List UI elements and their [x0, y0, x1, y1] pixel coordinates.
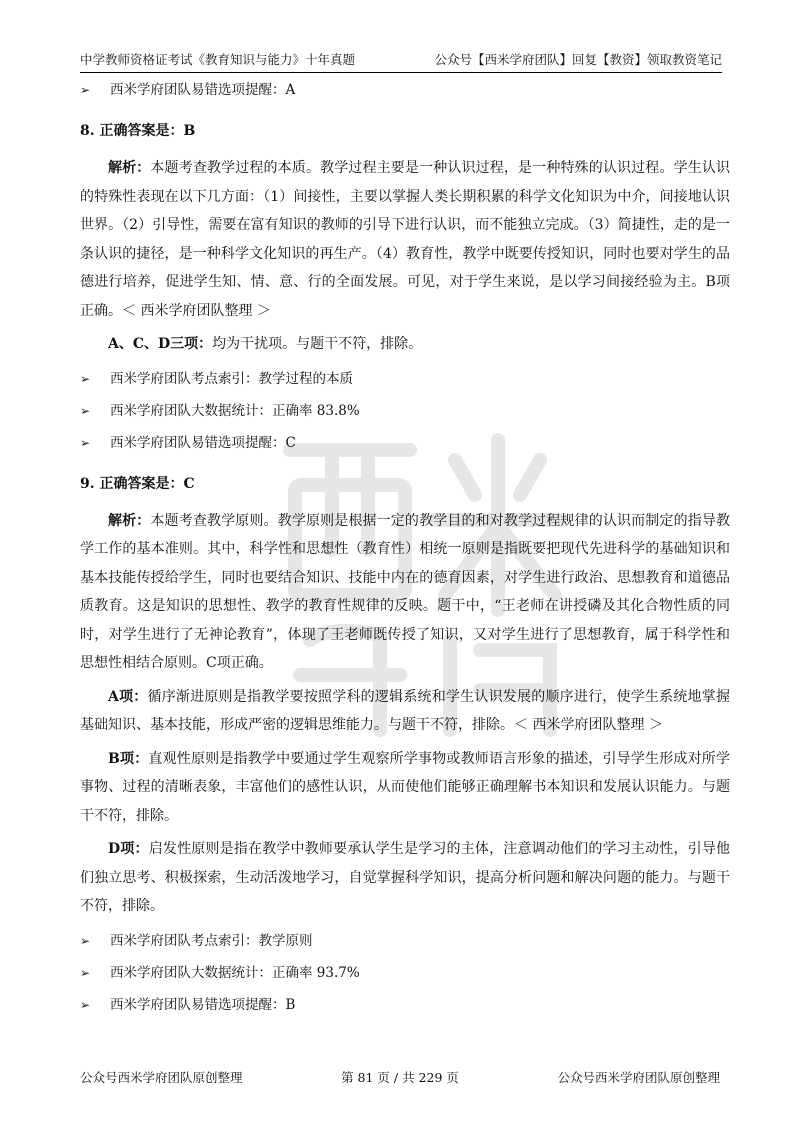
q9-index-bullet [80, 931, 730, 951]
arrow-bullet-icon: ➢ [80, 371, 91, 386]
q8-index-bullet [80, 369, 730, 389]
q8-others-text: 均为干扰项。与题干不符，排除。 [212, 336, 423, 352]
page-footer [80, 1068, 720, 1088]
footer-right-text: 公众号西米学府团队原创整理 [557, 1070, 720, 1085]
q9-stats-bullet [80, 963, 730, 983]
q9-option-d [80, 835, 730, 921]
arrow-bullet-icon: ➢ [80, 997, 91, 1012]
q9-option-d-text: 启发性原则是指在教学中教师要承认学生是学习的主体，注意调动他们的学习主动性，引导他们独立思考、积极探索，生动活泼地学习，自觉掌握科学知识，提高分析问题和解决问题的能力。与题干不符，排除。 [80, 841, 731, 914]
arrow-bullet-icon: ➢ [80, 83, 91, 97]
q8-tip-bullet [80, 433, 730, 453]
q8-analysis-text: 本题考查教学过程的本质。教学过程主要是一种认识过程，是一种特殊的认识过程。学生认识的特殊性表现在以下几方面：（1）间接性，主要以掌握人类长期积累的科学文化知识为中介，间接地认识世界。（2）引导性，需要在富有知识的教师的引导下进行认识，而不能独立完成。（3）简捷性，走的是一条认识的捷径，是一种科学文化知识的再生产。（4）教育性，教学中既要传授知识，同时也要对学生的品德进行培养，促进学生知、情、意、行的全面发展。可见，对于学生来说，是以学习间接经验为主。B项正确。＜ 西米学府团队整理 ＞ [80, 160, 731, 319]
page-header [80, 44, 722, 73]
arrow-bullet-icon: ➢ [80, 403, 91, 418]
q8-answer-heading: 8. 正确答案是：B [80, 123, 196, 139]
q9-analysis [80, 507, 730, 678]
q8-others-label: A、C、D三项： [108, 336, 213, 352]
main-content [80, 80, 730, 1027]
q9-option-b [80, 745, 730, 831]
q9-analysis-text: 本题考查教学原则。教学原则是根据一定的教学目的和对教学过程规律的认识而制定的指导教学工作的基本准则。其中，科学性和思想性（教育性）相统一原则是指既要把现代先进科学的基础知识和基本技能传授给学生，同时也要结合知识、技能中内在的德育因素，对学生进行政治、思想教育和道德品质教育。这是知识的思想性、教学的教育性规律的反映。题干中，“王老师在讲授磷及其化合物性质的同时，对学生进行了无神论教育”，体现了王老师既传授了知识，又对学生进行了思想教育，属于科学性和思想性相结合原则。C项正确。 [80, 512, 731, 671]
bullet-text: 西米学府团队大数据统计：正确率 93.7% [110, 964, 360, 981]
q9-option-b-text: 直观性原则是指教学中要通过学生观察所学事物或教师语言形象的描述，引导学生形成对所学事物、过程的清晰表象，丰富他们的感性认识，从而使他们能够正确理解书本知识和发展认识能力。与题干不符，排除。 [80, 750, 730, 824]
header-left-text: 中学教师资格证考试《教育知识与能力》十年真题 [80, 52, 356, 67]
bullet-text: 西米学府团队易错选项提醒：C [110, 434, 296, 451]
header-right-text: 公众号【西米学府团队】回复【教资】领取教资笔记 [434, 52, 722, 67]
q8-analysis [80, 154, 730, 325]
q9-answer-heading: 9. 正确答案是：C [80, 475, 195, 492]
q8-analysis-label: 解析： [108, 160, 151, 176]
top-tip-bullet [80, 80, 730, 100]
footer-left-text: 公众号西米学府团队原创整理 [80, 1070, 243, 1085]
arrow-bullet-icon: ➢ [80, 933, 91, 948]
q8-stats-bullet [80, 401, 730, 421]
watermark-text: 西米 [419, 745, 421, 746]
bullet-text: 西米学府团队易错选项提醒：B [110, 996, 296, 1013]
bullet-text: 西米学府团队考点索引：教学原则 [110, 932, 313, 949]
q9-analysis-label: 解析： [108, 512, 151, 529]
q9-tip-bullet [80, 995, 730, 1015]
q9-option-b-label: B项： [108, 750, 149, 767]
bullet-text: 西米学府团队考点索引：教学过程的本质 [110, 370, 353, 387]
bullet-text: 西米学府团队易错选项提醒：A [110, 82, 296, 98]
q9-option-a-label: A项： [108, 688, 148, 705]
q9-option-d-label: D项： [108, 841, 149, 857]
bullet-text: 西米学府团队大数据统计：正确率 83.8% [110, 402, 360, 419]
q8-others [80, 330, 730, 359]
page-number: 第 81 页 / 共 229 页 [341, 1070, 459, 1085]
arrow-bullet-icon: ➢ [80, 435, 91, 450]
q9-option-a-text: 循序渐进原则是指教学要按照学科的逻辑系统和学生认识发展的顺序进行，使学生系统地掌握基础知识、基本技能，形成严密的逻辑思维能力。与题干不符，排除。＜ 西米学府团队整理 ＞ [80, 688, 730, 733]
q9-option-a [80, 683, 730, 740]
arrow-bullet-icon: ➢ [80, 965, 91, 980]
